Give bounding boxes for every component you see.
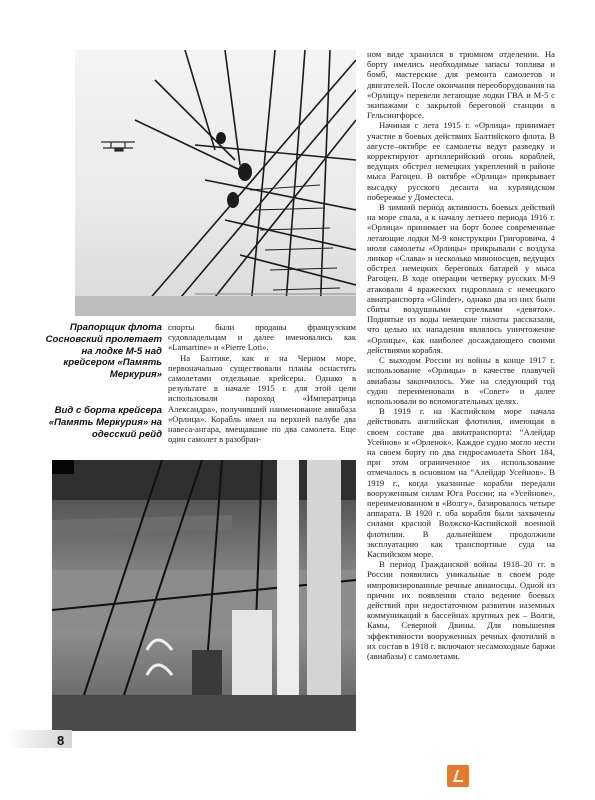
photo-deck-illustration <box>52 460 356 731</box>
photo-rigging-illustration <box>75 50 356 316</box>
photo-rigging-with-flying-boat <box>75 50 356 316</box>
paragraph: В 1919 г. на Каспийском море начала действовать английская флотилия, имеющая в своем составе два авиатранспорта: “Алейдар Усейнов» и «Орленок». Каждое судно могло нести на своем борту по два гидросамолета Short 184, при этом ограниченное их использование отмечалось в основном на “Алейдар Усейнов». В 1919 г., когда указанные корабли передали вооруженным силам Юга России; на «Усейнове», переименованном в «Волгу», базировалось четыре аппарата. В 1920 г. оба корабля были захвачены силами красной Волжско-Каспийской военной флотилии. В дальнейшем продолжили эксплуатацию как транспортные суда на Каспийском море. <box>367 406 555 559</box>
page-number: 8 <box>57 733 65 748</box>
article-column-middle <box>168 322 356 444</box>
paragraph: Начиная с лета 1915 г. «Орлица» принимает участие в боевых действиях Балтийского флота. В августе–октябре ее самолеты ведут разведку и корректируют артиллерийский огонь кораблей, ведущих обстрел немецких укреплений в районе мыса Рагоцен. В октябре «Орлица» прикрывает высадку русского десанта на курляндском побережье у Домесteca. <box>367 120 555 202</box>
flying-boat-icon <box>101 142 135 151</box>
paragraph: На Балтике, как и на Черном море, первоначально существовали планы оснастить самолетами отдельные крейсеры. Однако в результате в начале 1915 г. для этой цели использовали пароход «Императрица Александра», получивший наименование авиабаза «Орлица». Корабль имел на верхней палубе два навеса-ангара, вмещавшие по два самолета. Еще один самолет в разобран- <box>168 352 356 445</box>
paragraph: В зимний период активность боевых действий на море спала, а к началу летнего периода 1916 г. «Орлица» принимает на борт более современные летающие лодки М-9 конструкции Григоровича. 4 июля самолеты «Орлицы» прикрывали с воздуха линкор «Слава» и несколько миноносцев, ведущих обстрел немецких береговых батарей у мыса Рагоцен. В ходе операции четверку русских М-9 атаковали 4 вражеских гидроплана с немецкого авиатранспорта «Glinder», однако два из них были сбиты воздушными стрелками «девяток». Поднятые из воды немецкие пилоты рассказали, что целью их нападения являлось уничтожение «Орлицы», как наиболее досаждающего своими действиями корабля. <box>367 202 555 355</box>
photo-caption-top: Прапорщик флота Сосновский пролетает на лодке М-5 над крейсером «Память Меркурия» <box>45 322 162 381</box>
publisher-logo-icon <box>447 765 469 787</box>
paragraph: ном виде хранился в трюмном отделении. На борту имелись необходимые запасы топлива и бомб, мастерские для ремонта самолетов и двигателей. После окончания переоборудования на «Орлицу» перевели летающие лодки ГВА и М-5 с экипажами с закрытой береговой станции в Гельсингфорсе. <box>367 49 555 121</box>
photo-deck-view-odessa <box>52 460 356 731</box>
photo-caption-bottom: Вид с борта крейсера «Память Меркурия» на одесский рейд <box>48 405 162 440</box>
paragraph: С выходом России из войны в конце 1917 г. использование «Орлицы» в качестве плавучей авиабазы закончилось. Уже на следующий год судно переименовали в «Совет» и далее использовали во вспомогательных целях. <box>367 355 555 406</box>
paragraph: В период Гражданской войны 1918–20 гг. в России появились уникальные в своем роде импровизированные речные авианосцы. Одной из причин их появления стало ведение боевых действий при недостаточном развитии наземных коммуникаций в бассейнах крупных рек – Волги, Камы, Северной Двины. Для повышения эффективности вооруженных речных флотилий в их состав в 1918 г. включают несамоходные баржи (авиабазы) с самолетами. <box>367 559 555 661</box>
paragraph: спорты были проданы французским судовладельцам и далее именовались как «Lamartine» и «Pierre Loti». <box>168 322 356 353</box>
article-column-right <box>367 49 555 661</box>
